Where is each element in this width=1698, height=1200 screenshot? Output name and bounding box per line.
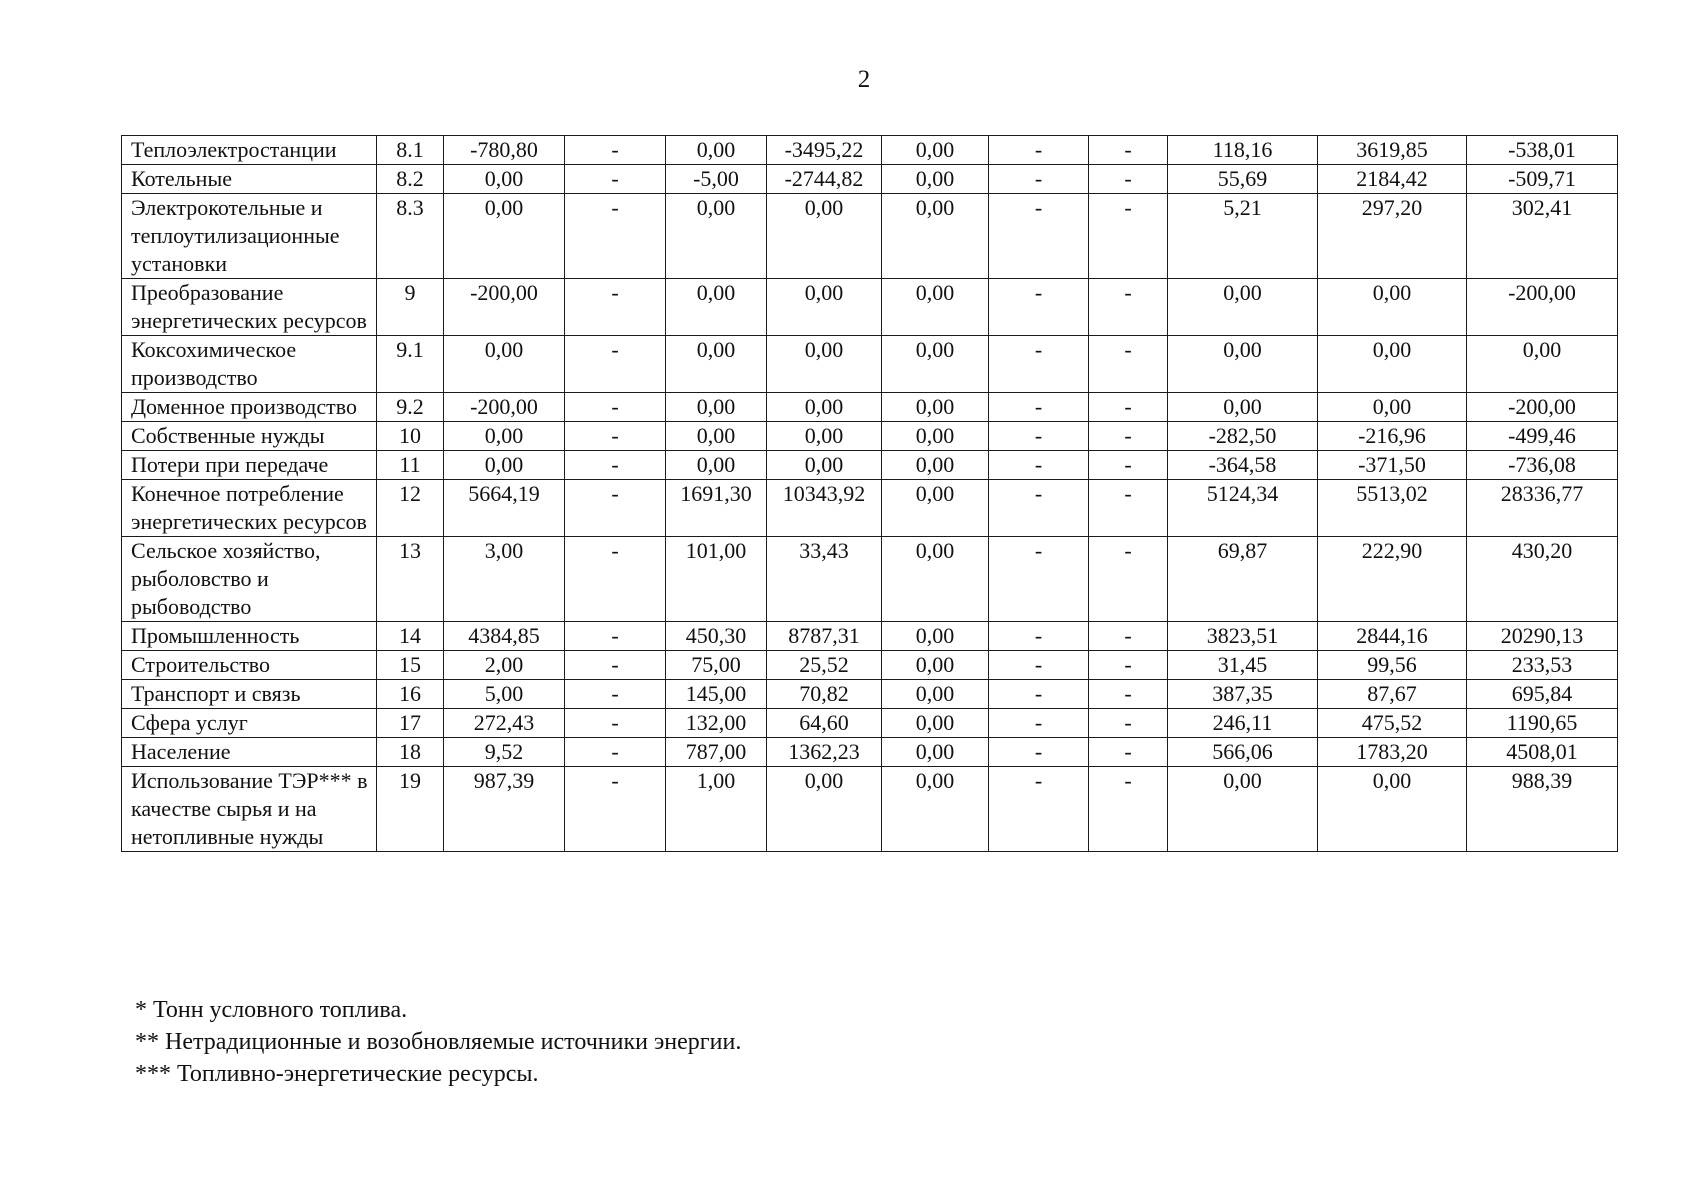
table-cell: 0,00 <box>444 336 565 393</box>
table-cell: -3495,22 <box>767 136 882 165</box>
table-cell: -200,00 <box>1467 393 1618 422</box>
table-cell: 3823,51 <box>1168 622 1318 651</box>
table-cell: - <box>989 709 1089 738</box>
table-cell: - <box>989 194 1089 279</box>
table-row <box>122 622 1618 651</box>
table-cell: 430,20 <box>1467 537 1618 622</box>
table-cell: 246,11 <box>1168 709 1318 738</box>
table-cell: 0,00 <box>882 422 989 451</box>
row-code: 17 <box>377 709 444 738</box>
table-cell: -371,50 <box>1318 451 1467 480</box>
row-code: 8.3 <box>377 194 444 279</box>
table-cell: 233,53 <box>1467 651 1618 680</box>
table-cell: - <box>989 651 1089 680</box>
table-cell: 69,87 <box>1168 537 1318 622</box>
table-cell: - <box>565 422 666 451</box>
table-cell: -499,46 <box>1467 422 1618 451</box>
table-cell: 28336,77 <box>1467 480 1618 537</box>
row-label: Доменное производство <box>122 393 377 422</box>
table-cell: 0,00 <box>767 393 882 422</box>
table-row <box>122 393 1618 422</box>
table-cell: 988,39 <box>1467 767 1618 852</box>
row-label: Котельные <box>122 165 377 194</box>
table-cell: 87,67 <box>1318 680 1467 709</box>
page-number: 2 <box>857 66 871 93</box>
table-cell: 64,60 <box>767 709 882 738</box>
table-cell: 0,00 <box>882 393 989 422</box>
table-cell: 0,00 <box>1467 336 1618 393</box>
table-cell: -200,00 <box>1467 279 1618 336</box>
table-row <box>122 136 1618 165</box>
table-cell: -200,00 <box>444 279 565 336</box>
table-cell: - <box>565 537 666 622</box>
table-cell: - <box>1089 422 1168 451</box>
table-cell: - <box>565 336 666 393</box>
table-cell: 0,00 <box>666 422 767 451</box>
table-cell: 145,00 <box>666 680 767 709</box>
table-cell: - <box>989 393 1089 422</box>
table-cell: - <box>1089 480 1168 537</box>
table-cell: 0,00 <box>767 336 882 393</box>
table-cell: - <box>565 738 666 767</box>
table-cell: 0,00 <box>1318 336 1467 393</box>
row-code: 12 <box>377 480 444 537</box>
table-cell: 8787,31 <box>767 622 882 651</box>
table-cell: - <box>1089 680 1168 709</box>
table-cell: - <box>565 480 666 537</box>
table-row <box>122 680 1618 709</box>
row-code: 8.1 <box>377 136 444 165</box>
table-cell: 0,00 <box>882 136 989 165</box>
table-cell: 695,84 <box>1467 680 1618 709</box>
table-cell: - <box>989 279 1089 336</box>
table-cell: 5,00 <box>444 680 565 709</box>
row-label: Строительство <box>122 651 377 680</box>
table-cell: 33,43 <box>767 537 882 622</box>
table-cell: 0,00 <box>444 451 565 480</box>
row-label: Преобразование энергетических ресурсов <box>122 279 377 336</box>
table-cell: - <box>989 165 1089 194</box>
table-cell: 9,52 <box>444 738 565 767</box>
row-code: 14 <box>377 622 444 651</box>
row-code: 9 <box>377 279 444 336</box>
table-cell: 0,00 <box>666 451 767 480</box>
table-cell: - <box>1089 336 1168 393</box>
table-cell: 4508,01 <box>1467 738 1618 767</box>
table-cell: 0,00 <box>666 136 767 165</box>
table-cell: - <box>565 194 666 279</box>
table-row <box>122 738 1618 767</box>
table-cell: 3619,85 <box>1318 136 1467 165</box>
table-cell: 5,21 <box>1168 194 1318 279</box>
table-cell: 101,00 <box>666 537 767 622</box>
row-label: Конечное потребление энергетических ресурсов <box>122 480 377 537</box>
table-row <box>122 422 1618 451</box>
table-cell: 0,00 <box>666 279 767 336</box>
table-cell: - <box>1089 279 1168 336</box>
table-body <box>122 136 1618 852</box>
row-label: Сфера услуг <box>122 709 377 738</box>
table-cell: 302,41 <box>1467 194 1618 279</box>
table-cell: 0,00 <box>767 194 882 279</box>
table-cell: 2184,42 <box>1318 165 1467 194</box>
table-cell: 118,16 <box>1168 136 1318 165</box>
table-cell: - <box>1089 451 1168 480</box>
row-label: Собственные нужды <box>122 422 377 451</box>
footnote-tons: * Тонн условного топлива. <box>135 997 408 1023</box>
table-cell: 0,00 <box>666 336 767 393</box>
table-row <box>122 194 1618 279</box>
table-cell: 3,00 <box>444 537 565 622</box>
table-cell: - <box>565 680 666 709</box>
table-cell: - <box>1089 136 1168 165</box>
table-cell: 0,00 <box>882 680 989 709</box>
table-cell: 0,00 <box>1168 393 1318 422</box>
table-cell: 2844,16 <box>1318 622 1467 651</box>
table-cell: -216,96 <box>1318 422 1467 451</box>
row-label: Использование ТЭР*** в качестве сырья и на нетопливные нужды <box>122 767 377 852</box>
table-cell: -200,00 <box>444 393 565 422</box>
table-cell: 20290,13 <box>1467 622 1618 651</box>
row-code: 16 <box>377 680 444 709</box>
table-cell: 475,52 <box>1318 709 1467 738</box>
row-code: 19 <box>377 767 444 852</box>
table-cell: 0,00 <box>882 622 989 651</box>
table-cell: - <box>989 537 1089 622</box>
table-cell: 55,69 <box>1168 165 1318 194</box>
footnote-ter: *** Топливно-энергетические ресурсы. <box>135 1061 539 1087</box>
row-label: Промышленность <box>122 622 377 651</box>
table-cell: 450,30 <box>666 622 767 651</box>
row-code: 10 <box>377 422 444 451</box>
table-cell: - <box>565 279 666 336</box>
row-code: 18 <box>377 738 444 767</box>
table-cell: 0,00 <box>882 451 989 480</box>
row-label: Электрокотельные и теплоутилизационные установки <box>122 194 377 279</box>
table-cell: 0,00 <box>882 651 989 680</box>
table-cell: - <box>565 451 666 480</box>
table-cell: -364,58 <box>1168 451 1318 480</box>
table-cell: -736,08 <box>1467 451 1618 480</box>
row-label: Транспорт и связь <box>122 680 377 709</box>
table-cell: - <box>989 480 1089 537</box>
table-cell: - <box>565 165 666 194</box>
table-cell: - <box>1089 738 1168 767</box>
table-cell: 0,00 <box>444 165 565 194</box>
table-cell: - <box>565 136 666 165</box>
table-cell: 0,00 <box>1168 279 1318 336</box>
table-cell: - <box>1089 537 1168 622</box>
table-row <box>122 279 1618 336</box>
table-row <box>122 451 1618 480</box>
table-cell: 0,00 <box>882 194 989 279</box>
table-cell: - <box>565 622 666 651</box>
table-cell: 31,45 <box>1168 651 1318 680</box>
footnotes <box>135 994 741 1090</box>
row-code: 13 <box>377 537 444 622</box>
table-cell: - <box>989 422 1089 451</box>
table-cell: 0,00 <box>882 738 989 767</box>
table-cell: 1362,23 <box>767 738 882 767</box>
table-cell: -282,50 <box>1168 422 1318 451</box>
energy-balance-table <box>121 135 1618 852</box>
row-label: Население <box>122 738 377 767</box>
table-cell: -509,71 <box>1467 165 1618 194</box>
table-cell: 0,00 <box>1168 336 1318 393</box>
table-cell: 0,00 <box>1318 279 1467 336</box>
table-row <box>122 165 1618 194</box>
table-cell: 0,00 <box>882 709 989 738</box>
table-cell: 1691,30 <box>666 480 767 537</box>
table-cell: -780,80 <box>444 136 565 165</box>
table-cell: 0,00 <box>882 537 989 622</box>
table-cell: - <box>989 336 1089 393</box>
table-cell: - <box>565 767 666 852</box>
table-cell: - <box>1089 165 1168 194</box>
table-cell: 0,00 <box>767 767 882 852</box>
table-cell: 297,20 <box>1318 194 1467 279</box>
table-cell: 0,00 <box>1318 393 1467 422</box>
table-cell: 787,00 <box>666 738 767 767</box>
table-cell: 0,00 <box>666 393 767 422</box>
table-cell: 4384,85 <box>444 622 565 651</box>
table-cell: - <box>1089 767 1168 852</box>
table-cell: - <box>989 451 1089 480</box>
table-cell: -5,00 <box>666 165 767 194</box>
table-cell: 75,00 <box>666 651 767 680</box>
table-cell: - <box>1089 622 1168 651</box>
table-row <box>122 767 1618 852</box>
table-cell: - <box>989 738 1089 767</box>
table-row <box>122 336 1618 393</box>
table-cell: 0,00 <box>767 422 882 451</box>
table-cell: - <box>1089 709 1168 738</box>
table-cell: - <box>989 767 1089 852</box>
table-cell: - <box>565 651 666 680</box>
table-cell: 132,00 <box>666 709 767 738</box>
table-row <box>122 480 1618 537</box>
table-cell: 0,00 <box>444 194 565 279</box>
footnote-renewables: ** Нетрадиционные и возобновляемые источники энергии. <box>135 1029 742 1055</box>
table-cell: 0,00 <box>1168 767 1318 852</box>
table-cell: 5664,19 <box>444 480 565 537</box>
table-cell: - <box>989 680 1089 709</box>
row-label: Теплоэлектростанции <box>122 136 377 165</box>
table-cell: -538,01 <box>1467 136 1618 165</box>
row-label: Сельское хозяйство, рыболовство и рыбоводство <box>122 537 377 622</box>
table-cell: 0,00 <box>666 194 767 279</box>
row-code: 8.2 <box>377 165 444 194</box>
table-cell: - <box>1089 651 1168 680</box>
row-label: Потери при передаче <box>122 451 377 480</box>
table-cell: -2744,82 <box>767 165 882 194</box>
table-cell: 2,00 <box>444 651 565 680</box>
table-cell: 566,06 <box>1168 738 1318 767</box>
table-cell: - <box>565 393 666 422</box>
table-cell: 99,56 <box>1318 651 1467 680</box>
table-row <box>122 651 1618 680</box>
table-cell: 70,82 <box>767 680 882 709</box>
table-row <box>122 709 1618 738</box>
table-cell: - <box>989 136 1089 165</box>
table-cell: 0,00 <box>767 279 882 336</box>
table-cell: 1783,20 <box>1318 738 1467 767</box>
table-cell: 0,00 <box>882 480 989 537</box>
table-cell: 272,43 <box>444 709 565 738</box>
table-cell: 0,00 <box>767 451 882 480</box>
row-code: 9.2 <box>377 393 444 422</box>
table-cell: 987,39 <box>444 767 565 852</box>
table-cell: 0,00 <box>882 165 989 194</box>
table-cell: - <box>565 709 666 738</box>
row-code: 9.1 <box>377 336 444 393</box>
row-code: 11 <box>377 451 444 480</box>
row-code: 15 <box>377 651 444 680</box>
table-cell: 0,00 <box>1318 767 1467 852</box>
table-cell: - <box>1089 393 1168 422</box>
table-cell: 0,00 <box>882 767 989 852</box>
table-cell: 0,00 <box>882 279 989 336</box>
table-cell: - <box>989 622 1089 651</box>
table-cell: - <box>1089 194 1168 279</box>
table-cell: 5124,34 <box>1168 480 1318 537</box>
table-cell: 387,35 <box>1168 680 1318 709</box>
row-label: Коксохимическое производство <box>122 336 377 393</box>
table-cell: 1,00 <box>666 767 767 852</box>
table-cell: 25,52 <box>767 651 882 680</box>
table-cell: 1190,65 <box>1467 709 1618 738</box>
table-cell: 0,00 <box>444 422 565 451</box>
table-cell: 10343,92 <box>767 480 882 537</box>
table-row <box>122 537 1618 622</box>
table-cell: 222,90 <box>1318 537 1467 622</box>
table-cell: 5513,02 <box>1318 480 1467 537</box>
table-cell: 0,00 <box>882 336 989 393</box>
